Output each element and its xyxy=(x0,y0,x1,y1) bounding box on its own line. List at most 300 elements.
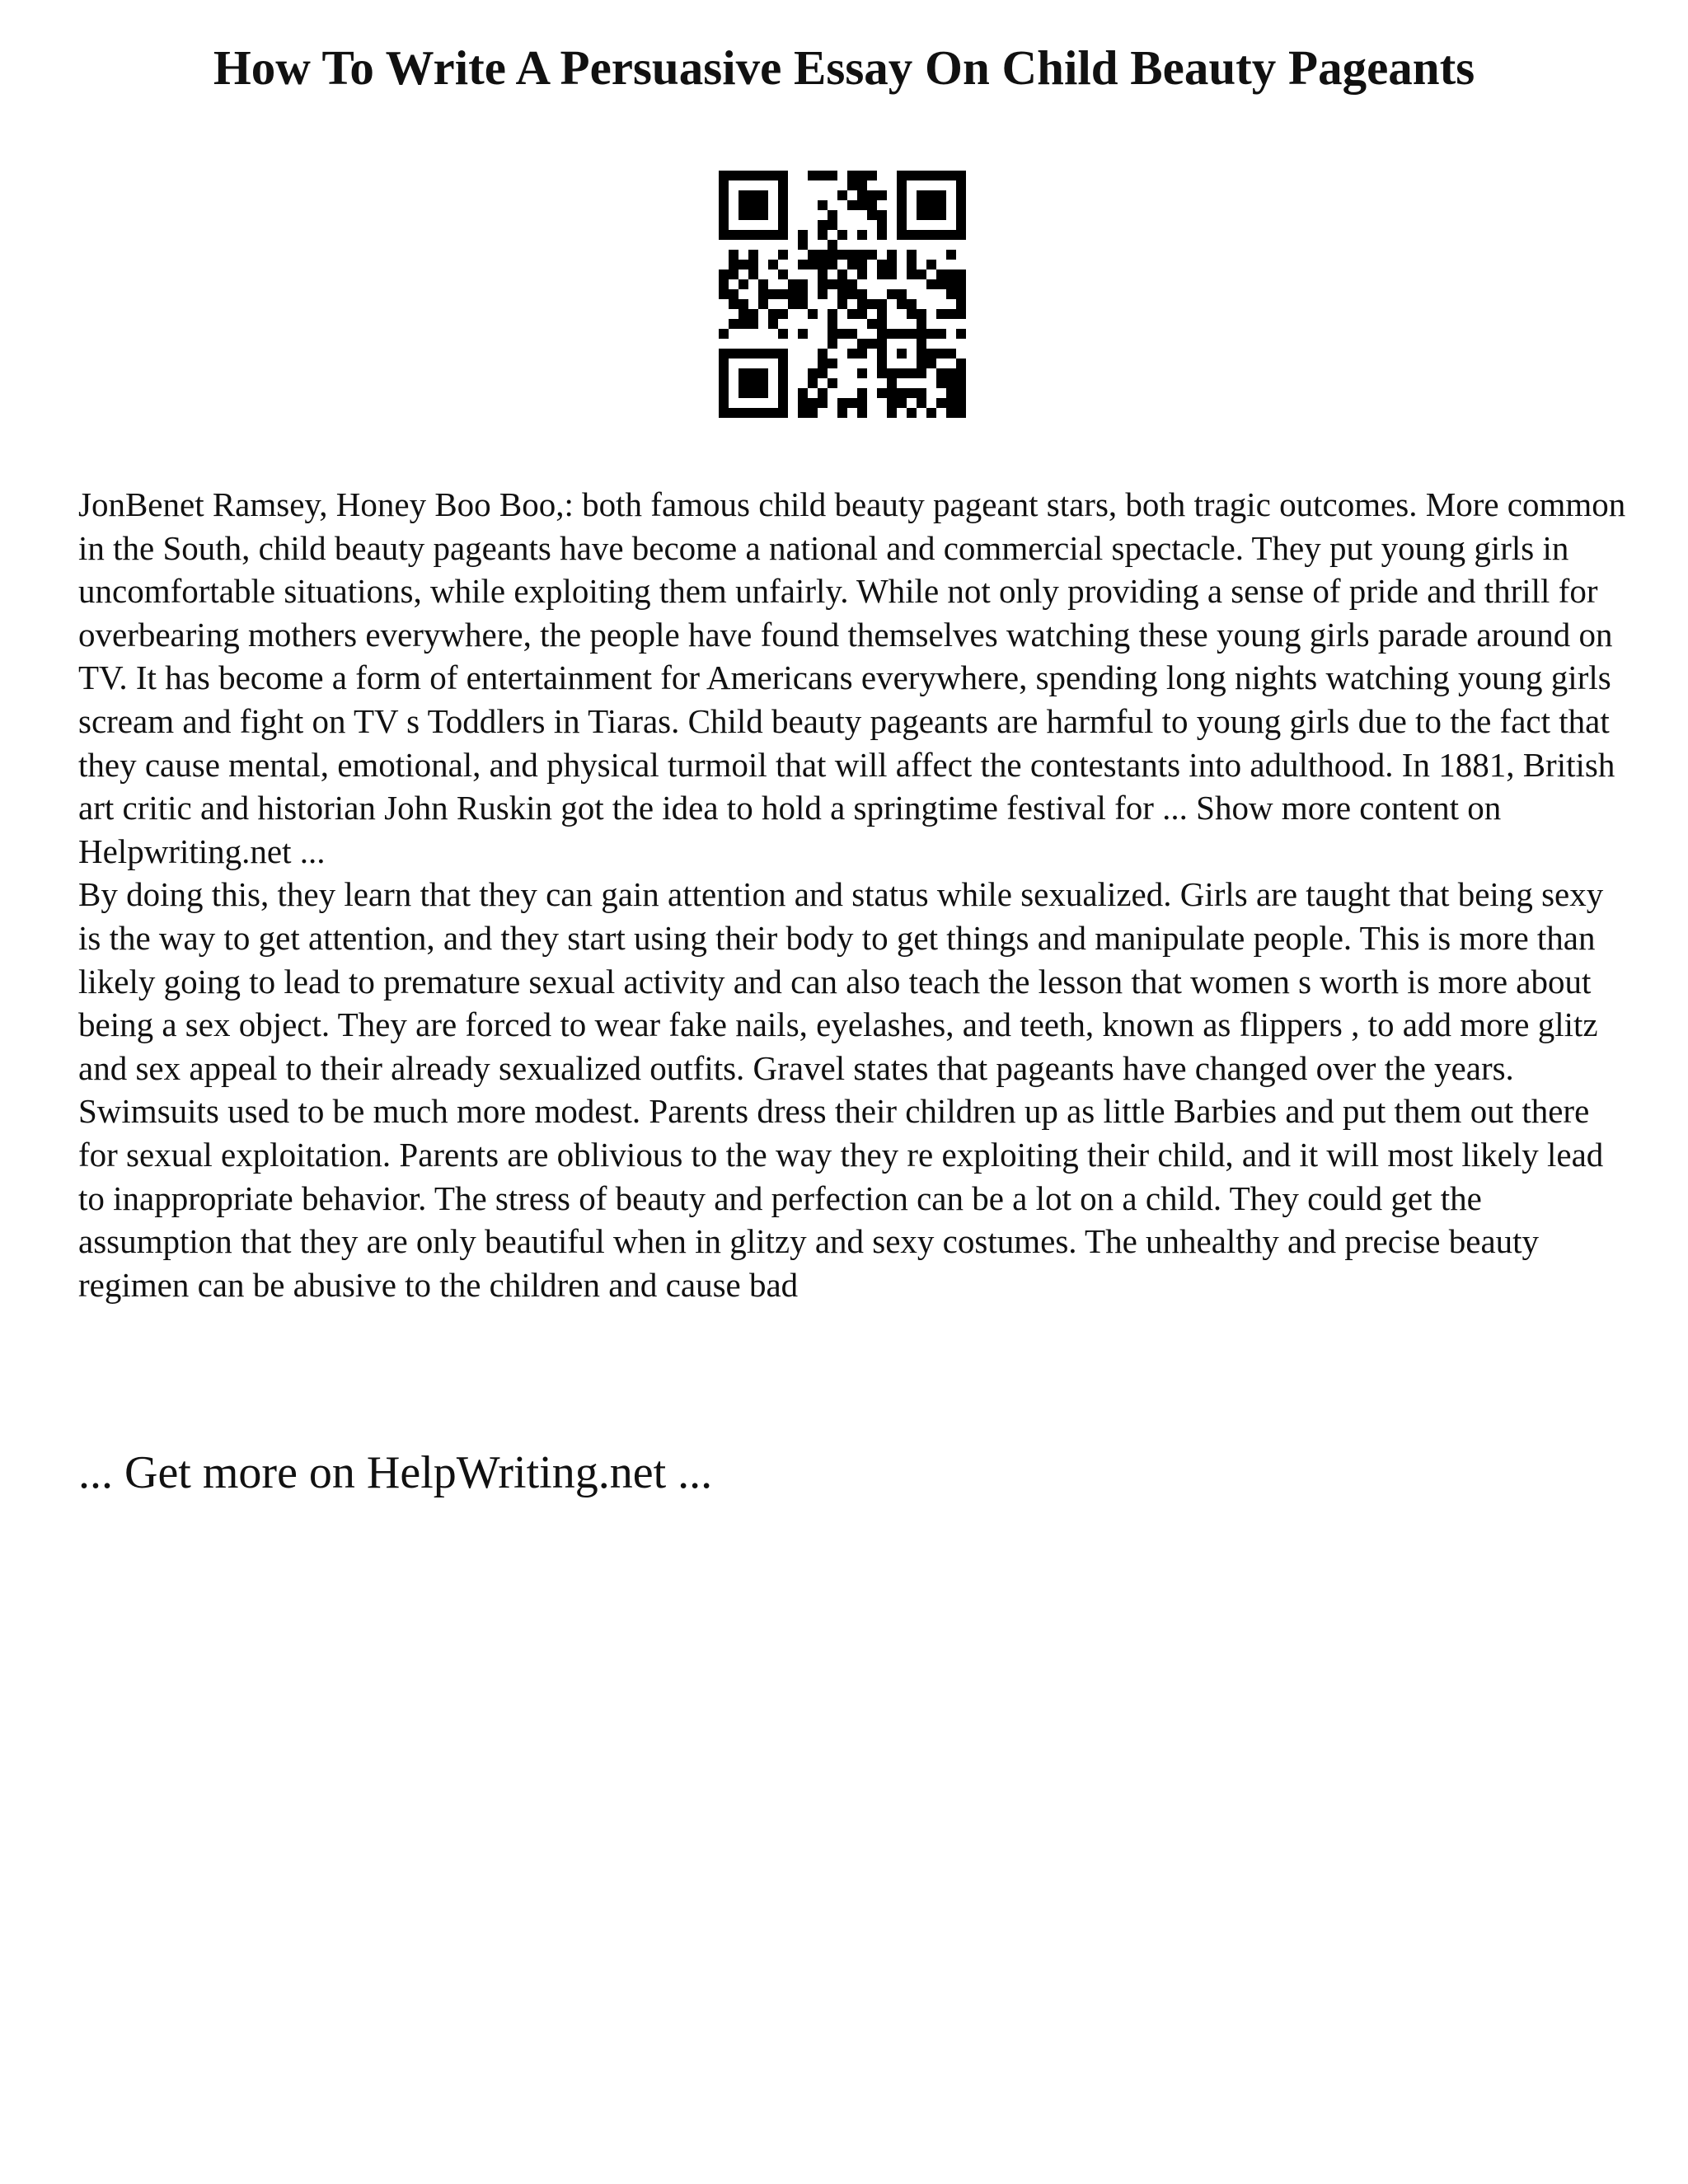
qr-module xyxy=(956,210,966,220)
qr-module xyxy=(738,299,748,309)
qr-module xyxy=(887,368,897,378)
qr-module xyxy=(956,190,966,200)
qr-module xyxy=(798,329,808,339)
qr-module xyxy=(926,171,936,180)
qr-module xyxy=(917,190,926,200)
qr-module xyxy=(778,210,788,220)
qr-module xyxy=(778,230,788,240)
qr-module xyxy=(758,230,768,240)
qr-module xyxy=(828,309,837,319)
paragraph-excerpt: By doing this, they learn that they can gain attention and status while sexualized. Girls are taught that being sexy is the way to get attention, and they start using their body to get things and manipulate people. This is more than likely going to lead to premature sexual activity and can also teach the lesson that women s worth is more about being a sex object. They are forced to wear fake nails, eyelashes, and teeth, known as flippers , to add more glitz and sex appeal to their already sexualized outfits. Gravel states that pageants have changed over the years. Swimsuits used to be much more modest. Parents dress their children up as little Barbies and put them out there for sexual exploitation. Parents are oblivious to the way they re exploiting their child, and it will most likely lead to inappropriate behavior. The stress of beauty and perfection can be a lot on a child. They could get the assumption that they are only beautiful when in glitzy and sexy costumes. The unhealthy and precise beauty regimen can be abusive to the children and cause bad xyxy=(78,875,1604,1304)
qr-module xyxy=(748,190,758,200)
qr-module xyxy=(818,200,828,210)
qr-module xyxy=(917,200,926,210)
qr-module xyxy=(828,171,837,180)
qr-module xyxy=(738,408,748,418)
qr-module xyxy=(877,210,887,220)
qr-module xyxy=(867,299,877,309)
qr-module xyxy=(818,289,828,299)
qr-module xyxy=(719,378,729,388)
qr-module xyxy=(758,299,768,309)
qr-module xyxy=(917,349,926,359)
qr-module xyxy=(897,220,907,230)
qr-module xyxy=(877,359,887,368)
qr-module xyxy=(748,250,758,260)
qr-module xyxy=(828,220,837,230)
qr-module xyxy=(818,368,828,378)
qr-module xyxy=(956,299,966,309)
qr-module xyxy=(738,210,748,220)
qr-module xyxy=(946,408,956,418)
qr-module xyxy=(847,171,857,180)
qr-module xyxy=(778,388,788,398)
qr-module xyxy=(946,269,956,279)
qr-module xyxy=(956,279,966,289)
qr-module xyxy=(877,309,887,319)
get-more-link[interactable]: ... Get more on HelpWriting.net ... xyxy=(78,1447,713,1498)
qr-module xyxy=(956,368,966,378)
qr-module xyxy=(738,260,748,269)
qr-module xyxy=(818,250,828,260)
qr-module xyxy=(857,260,867,269)
qr-module xyxy=(798,408,808,418)
qr-module xyxy=(748,388,758,398)
qr-module xyxy=(778,349,788,359)
qr-module xyxy=(778,289,788,299)
qr-module xyxy=(857,339,867,349)
qr-module xyxy=(818,230,828,240)
qr-module xyxy=(857,180,867,190)
qr-module xyxy=(956,171,966,180)
qr-module xyxy=(837,269,847,279)
qr-module xyxy=(738,309,748,319)
qr-module xyxy=(719,200,729,210)
qr-module xyxy=(857,408,867,418)
qr-module xyxy=(847,309,857,319)
qr-module xyxy=(778,368,788,378)
qr-module xyxy=(837,408,847,418)
qr-module xyxy=(837,230,847,240)
qr-module xyxy=(936,329,946,339)
qr-module xyxy=(719,398,729,408)
qr-module xyxy=(857,398,867,408)
qr-module xyxy=(798,289,808,299)
qr-module xyxy=(808,408,818,418)
qr-module xyxy=(956,378,966,388)
qr-module xyxy=(748,349,758,359)
qr-module xyxy=(887,408,897,418)
qr-module xyxy=(808,171,818,180)
qr-module xyxy=(729,171,738,180)
qr-module xyxy=(877,190,887,200)
qr-module xyxy=(917,329,926,339)
qr-module xyxy=(828,359,837,368)
qr-module xyxy=(837,299,847,309)
qr-module xyxy=(778,250,788,260)
qr-module xyxy=(917,171,926,180)
qr-module xyxy=(748,309,758,319)
qr-module xyxy=(877,220,887,230)
qr-module xyxy=(748,378,758,388)
qr-module xyxy=(847,279,857,289)
qr-module xyxy=(897,180,907,190)
qr-module xyxy=(798,230,808,240)
qr-module xyxy=(946,289,956,299)
qr-module xyxy=(936,368,946,378)
qr-module xyxy=(897,230,907,240)
qr-module xyxy=(719,388,729,398)
qr-module xyxy=(936,269,946,279)
qr-module xyxy=(758,368,768,378)
qr-module xyxy=(738,279,748,289)
qr-module xyxy=(748,200,758,210)
qr-module xyxy=(798,388,808,398)
qr-module xyxy=(778,171,788,180)
qr-module xyxy=(946,250,956,260)
qr-module xyxy=(926,279,936,289)
qr-module xyxy=(719,220,729,230)
qr-module xyxy=(897,289,907,299)
qr-module xyxy=(956,220,966,230)
qr-module xyxy=(946,309,956,319)
qr-module xyxy=(778,190,788,200)
qr-module xyxy=(738,388,748,398)
qr-module xyxy=(857,388,867,398)
qr-module xyxy=(917,398,926,408)
qr-module xyxy=(857,309,867,319)
qr-module xyxy=(719,349,729,359)
qr-module xyxy=(738,190,748,200)
qr-module xyxy=(907,230,917,240)
qr-module xyxy=(748,269,758,279)
qr-module xyxy=(936,190,946,200)
qr-module xyxy=(917,388,926,398)
qr-module xyxy=(729,299,738,309)
qr-module xyxy=(917,269,926,279)
qr-module xyxy=(798,260,808,269)
qr-module xyxy=(926,230,936,240)
qr-module xyxy=(729,319,738,329)
qr-module xyxy=(719,210,729,220)
qr-module xyxy=(946,388,956,398)
qr-module xyxy=(867,339,877,349)
qr-module xyxy=(837,279,847,289)
qr-module xyxy=(907,250,917,260)
qr-module xyxy=(956,398,966,408)
qr-module xyxy=(897,329,907,339)
qr-module xyxy=(748,319,758,329)
qr-module xyxy=(917,210,926,220)
qr-module xyxy=(877,349,887,359)
qr-module xyxy=(768,289,778,299)
qr-module xyxy=(956,230,966,240)
qr-module xyxy=(719,329,729,339)
qr-module xyxy=(847,180,857,190)
qr-module xyxy=(738,349,748,359)
qr-module xyxy=(847,250,857,260)
qr-module xyxy=(877,299,887,309)
essay-body xyxy=(78,483,1628,1306)
qr-module xyxy=(897,299,907,309)
qr-module xyxy=(857,269,867,279)
qr-module xyxy=(828,378,837,388)
qr-module xyxy=(719,408,729,418)
qr-module xyxy=(857,230,867,240)
qr-module xyxy=(946,398,956,408)
qr-module xyxy=(936,200,946,210)
qr-module xyxy=(847,398,857,408)
qr-module xyxy=(719,180,729,190)
qr-module xyxy=(936,349,946,359)
qr-module xyxy=(818,388,828,398)
qr-module xyxy=(926,190,936,200)
qr-module xyxy=(857,289,867,299)
qr-module xyxy=(917,359,926,368)
qr-module xyxy=(798,279,808,289)
qr-module xyxy=(768,349,778,359)
qr-module xyxy=(837,289,847,299)
qr-module xyxy=(877,329,887,339)
qr-module xyxy=(758,171,768,180)
qr-module xyxy=(946,171,956,180)
qr-module xyxy=(847,260,857,269)
qr-module xyxy=(738,230,748,240)
qr-module xyxy=(917,339,926,349)
qr-module xyxy=(857,190,867,200)
qr-module xyxy=(758,349,768,359)
qr-module xyxy=(857,250,867,260)
qr-module xyxy=(768,260,778,269)
qr-module xyxy=(897,200,907,210)
qr-module xyxy=(936,230,946,240)
qr-module xyxy=(808,368,818,378)
qr-module xyxy=(956,309,966,319)
qr-module xyxy=(828,260,837,269)
qr-module xyxy=(788,279,798,289)
qr-module xyxy=(867,200,877,210)
qr-module xyxy=(808,378,818,388)
qr-module xyxy=(887,378,897,388)
qr-module xyxy=(956,200,966,210)
qr-module xyxy=(857,171,867,180)
qr-module xyxy=(956,408,966,418)
qr-module xyxy=(897,368,907,378)
qr-module xyxy=(778,329,788,339)
qr-module xyxy=(748,408,758,418)
qr-module xyxy=(748,260,758,269)
qr-module xyxy=(808,309,818,319)
qr-module xyxy=(907,368,917,378)
qr-module xyxy=(917,319,926,329)
qr-module xyxy=(857,299,867,309)
qr-module xyxy=(758,279,768,289)
qr-module xyxy=(926,359,936,368)
qr-module xyxy=(897,349,907,359)
qr-module xyxy=(729,269,738,279)
qr-module xyxy=(956,269,966,279)
qr-module xyxy=(758,408,768,418)
qr-module xyxy=(926,200,936,210)
qr-module xyxy=(828,329,837,339)
qr-module xyxy=(887,269,897,279)
qr-module xyxy=(877,368,887,378)
qr-module xyxy=(818,398,828,408)
qr-module xyxy=(828,210,837,220)
qr-module xyxy=(907,299,917,309)
qr-module xyxy=(936,398,946,408)
qr-module xyxy=(877,230,887,240)
qr-module xyxy=(778,408,788,418)
qr-module xyxy=(808,260,818,269)
qr-module xyxy=(926,210,936,220)
qr-module xyxy=(748,210,758,220)
qr-module xyxy=(926,260,936,269)
qr-module xyxy=(936,309,946,319)
qr-module xyxy=(788,289,798,299)
qr-module xyxy=(818,260,828,269)
qr-module xyxy=(729,408,738,418)
qr-module xyxy=(926,349,936,359)
qr-module xyxy=(837,250,847,260)
qr-module xyxy=(818,359,828,368)
qr-module xyxy=(778,378,788,388)
qr-module xyxy=(828,250,837,260)
qr-module xyxy=(778,200,788,210)
qr-module xyxy=(818,220,828,230)
qr-module xyxy=(857,200,867,210)
qr-module xyxy=(907,171,917,180)
qr-module xyxy=(956,359,966,368)
qr-module xyxy=(897,190,907,200)
page-title: How To Write A Persuasive Essay On Child Beauty Pageants xyxy=(213,40,1475,95)
qr-module xyxy=(907,388,917,398)
qr-module xyxy=(917,309,926,319)
qr-module xyxy=(729,260,738,269)
qr-module xyxy=(719,368,729,378)
qr-module xyxy=(897,210,907,220)
qr-module xyxy=(738,171,748,180)
qr-module xyxy=(748,171,758,180)
qr-module xyxy=(907,408,917,418)
qr-module xyxy=(719,359,729,368)
qr-module xyxy=(748,368,758,378)
qr-module xyxy=(867,171,877,180)
qr-module xyxy=(917,368,926,378)
qr-module xyxy=(719,269,729,279)
qr-module xyxy=(719,190,729,200)
qr-module xyxy=(837,398,847,408)
qr-module xyxy=(887,329,897,339)
qr-module xyxy=(857,368,867,378)
qr-module xyxy=(808,398,818,408)
qr-code-icon xyxy=(719,171,966,418)
qr-module xyxy=(758,378,768,388)
qr-module xyxy=(877,339,887,349)
qr-module xyxy=(897,388,907,398)
qr-module xyxy=(738,378,748,388)
qr-module xyxy=(748,230,758,240)
qr-module xyxy=(719,279,729,289)
qr-module xyxy=(798,240,808,250)
qr-module xyxy=(768,230,778,240)
qr-module xyxy=(847,329,857,339)
qr-module xyxy=(907,329,917,339)
qr-module xyxy=(936,279,946,289)
qr-module xyxy=(936,171,946,180)
qr-module xyxy=(837,329,847,339)
qr-module xyxy=(907,309,917,319)
qr-module xyxy=(778,220,788,230)
qr-module xyxy=(788,299,798,309)
qr-module xyxy=(768,309,778,319)
qr-module xyxy=(887,289,897,299)
qr-module xyxy=(847,289,857,299)
qr-module xyxy=(887,398,897,408)
qr-module xyxy=(867,250,877,260)
qr-module xyxy=(897,171,907,180)
qr-module xyxy=(907,269,917,279)
qr-module xyxy=(738,200,748,210)
qr-module xyxy=(867,190,877,200)
qr-module xyxy=(768,171,778,180)
qr-module xyxy=(828,279,837,289)
qr-module xyxy=(877,388,887,398)
qr-module xyxy=(758,388,768,398)
qr-module xyxy=(808,250,818,260)
qr-module xyxy=(887,250,897,260)
qr-module xyxy=(946,368,956,378)
qr-module xyxy=(867,210,877,220)
qr-module xyxy=(798,299,808,309)
qr-module xyxy=(877,260,887,269)
qr-module xyxy=(926,408,936,418)
qr-module xyxy=(956,289,966,299)
qr-module xyxy=(828,339,837,349)
qr-module xyxy=(837,190,847,200)
qr-module xyxy=(778,180,788,190)
qr-module xyxy=(946,349,956,359)
qr-module xyxy=(926,329,936,339)
qr-module xyxy=(877,319,887,329)
qr-module xyxy=(729,289,738,299)
qr-module xyxy=(738,368,748,378)
qr-module xyxy=(729,349,738,359)
qr-module xyxy=(917,230,926,240)
qr-module xyxy=(818,279,828,289)
qr-module xyxy=(847,349,857,359)
paragraph-intro: JonBenet Ramsey, Honey Boo Boo,: both famous child beauty pageant stars, both tragic outcomes. More common in the South, child beauty pageants have become a national and commercial spectacle. They put young girls in uncomfortable situations, while exploiting them unfairly. While not only providing a sense of pride and thrill for overbearing mothers everywhere, the people have found themselves watching these young girls parade around on TV. It has become a form of entertainment for Americans everywhere, spending long nights watching young girls scream and fight on TV s Toddlers in Tiaras. Child beauty pageants are harmful to young girls due to the fact that they cause mental, emotional, and physical turmoil that will affect the contestants into adulthood. In 1881, British art critic and historian John Ruskin got the idea to hold a springtime festival for ... Show more content on Helpwriting.net ... xyxy=(78,485,1626,870)
qr-module xyxy=(758,289,768,299)
qr-module xyxy=(758,190,768,200)
qr-module xyxy=(946,378,956,388)
qr-module xyxy=(897,398,907,408)
qr-module xyxy=(818,171,828,180)
qr-module xyxy=(758,210,768,220)
qr-module xyxy=(857,349,867,359)
qr-module xyxy=(956,388,966,398)
qr-module xyxy=(867,319,877,329)
qr-module xyxy=(946,230,956,240)
qr-module xyxy=(887,388,897,398)
qr-module xyxy=(729,230,738,240)
qr-module xyxy=(828,319,837,329)
qr-module xyxy=(956,180,966,190)
qr-module xyxy=(877,269,887,279)
qr-module xyxy=(907,260,917,269)
qr-module xyxy=(778,269,788,279)
qr-module xyxy=(936,378,946,388)
qr-module xyxy=(818,349,828,359)
